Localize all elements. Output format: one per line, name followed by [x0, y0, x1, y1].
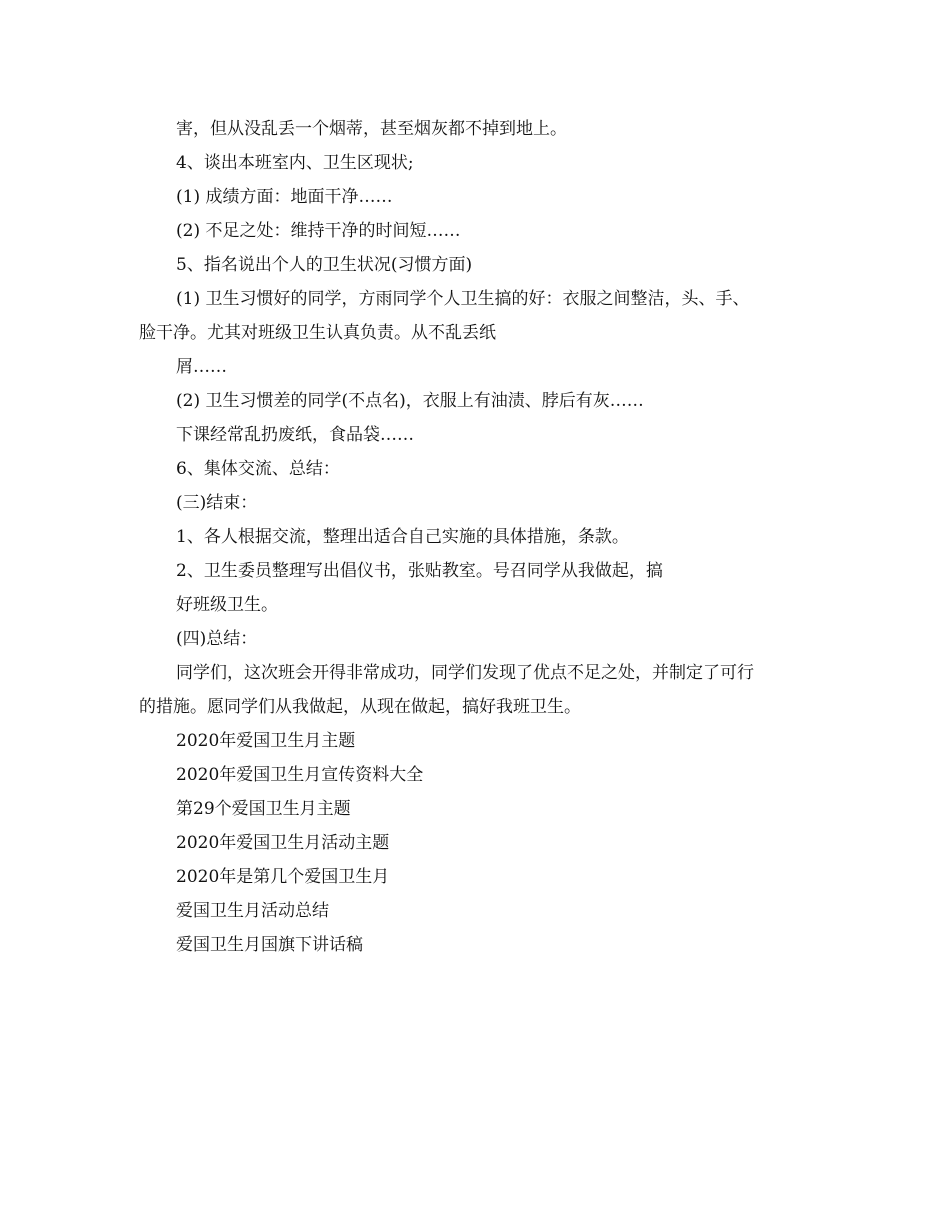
related-item: 2020年是第几个爱国卫生月: [176, 867, 390, 887]
paragraph-line: (2) 卫生习惯差的同学(不点名)，衣服上有油渍、脖后有灰……: [176, 391, 644, 411]
paragraph-line: 脸干净。尤其对班级卫生认真负责。从不乱丢纸: [139, 323, 496, 343]
paragraph-line: 5、指名说出个人的卫生状况(习惯方面): [176, 255, 473, 275]
paragraph-line: 好班级卫生。: [176, 595, 278, 615]
paragraph-line: 2、卫生委员整理写出倡仪书，张贴教室。号召同学从我做起，搞: [176, 561, 663, 581]
related-item: 爱国卫生月国旗下讲话稿: [176, 935, 363, 955]
related-item: 2020年爱国卫生月宣传资料大全: [176, 765, 424, 785]
section-heading: (四)总结：: [176, 629, 258, 649]
related-item: 第29个爱国卫生月主题: [176, 799, 351, 819]
related-item: 2020年爱国卫生月活动主题: [176, 833, 390, 853]
paragraph-line: 下课经常乱扔废纸，食品袋……: [176, 425, 414, 445]
paragraph-line: 害，但从没乱丢一个烟蒂，甚至烟灰都不掉到地上。: [176, 119, 567, 139]
paragraph-line: 的措施。愿同学们从我做起，从现在做起，搞好我班卫生。: [139, 697, 581, 717]
document-body: [139, 112, 819, 962]
paragraph-line: 4、谈出本班室内、卫生区现状;: [176, 153, 414, 173]
paragraph-line: (2) 不足之处：维持干净的时间短……: [176, 221, 461, 241]
related-item: 爱国卫生月活动总结: [176, 901, 329, 921]
paragraph-line: 屑……: [176, 357, 227, 377]
paragraph-line: 6、集体交流、总结：: [176, 459, 340, 479]
paragraph-line: (1) 卫生习惯好的同学，方雨同学个人卫生搞的好：衣服之间整洁，头、手、: [176, 289, 750, 309]
paragraph-line: (1) 成绩方面：地面干净……: [176, 187, 393, 207]
paragraph-line: 同学们，这次班会开得非常成功，同学们发现了优点不足之处，并制定了可行: [176, 663, 754, 683]
paragraph-line: 1、各人根据交流，整理出适合自己实施的具体措施，条款。: [176, 527, 629, 547]
related-item: 2020年爱国卫生月主题: [176, 731, 356, 751]
section-heading: (三)结束：: [176, 493, 258, 513]
